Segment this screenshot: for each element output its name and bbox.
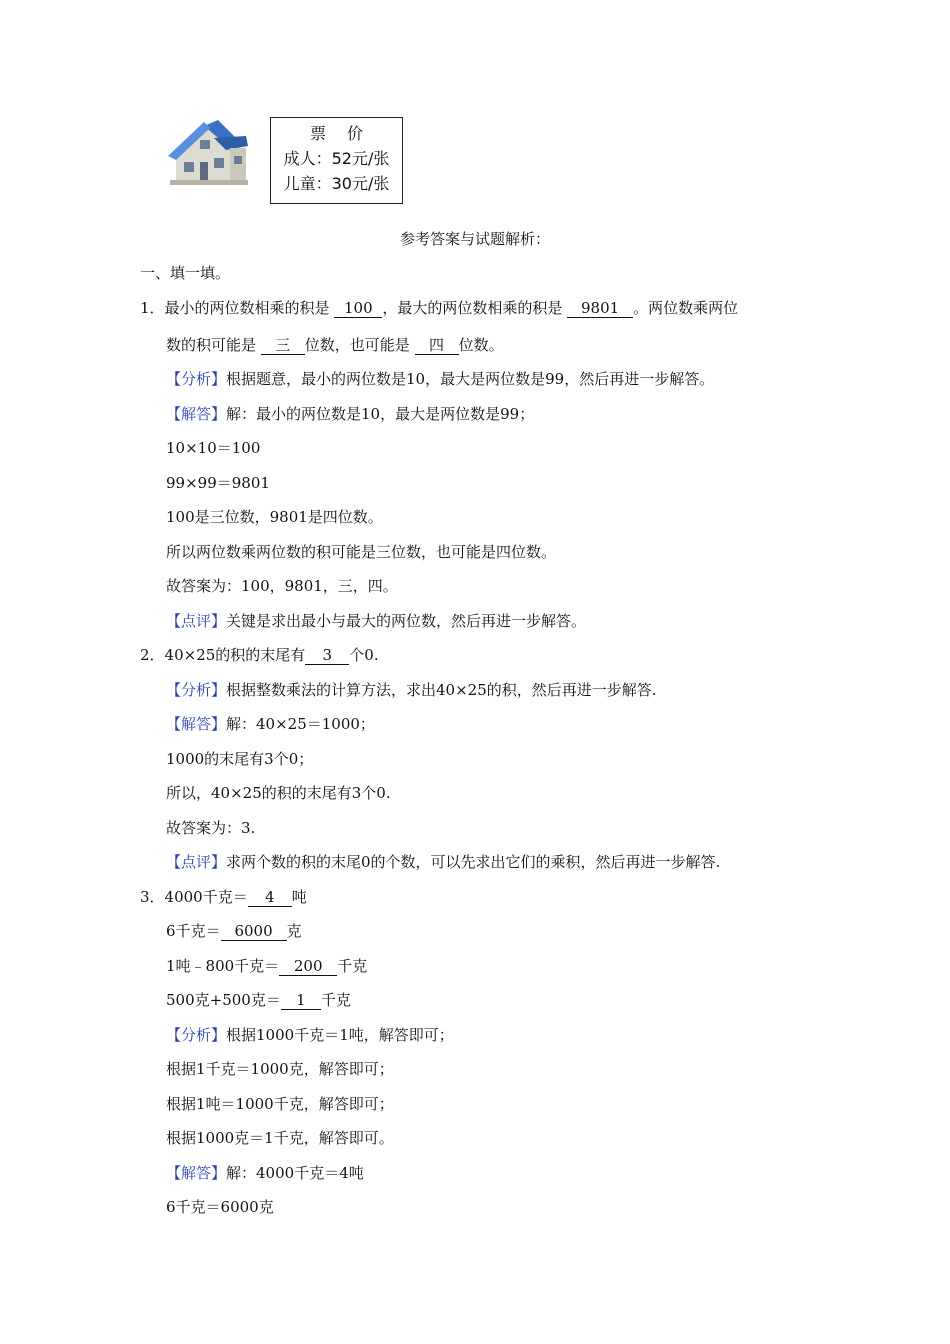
answer-blank: 3 <box>305 647 349 665</box>
question-2: 2．40×25的积的末尾有 3 个0. <box>140 646 379 664</box>
house-illustration <box>164 116 250 188</box>
answer-blank: 200 <box>279 958 337 976</box>
q1-final: 故答案为：100，9801，三，四。 <box>166 577 398 595</box>
q1-analysis: 【分析】根据题意，最小的两位数是10，最大是两位数是99，然后再进一步解答。 <box>166 370 715 388</box>
q3-analysis-step: 根据1千克＝1000克，解答即可； <box>166 1060 394 1078</box>
q1-step: 10×10＝100 <box>166 439 261 457</box>
q2-step: 所以，40×25的积的末尾有3个0. <box>166 784 391 802</box>
q1-comment: 【点评】关键是求出最小与最大的两位数，然后再进一步解答。 <box>166 612 587 630</box>
q3-line-2: 6千克＝ 6000 克 <box>166 922 302 940</box>
ticket-child-price: 儿童：30元/张 <box>283 174 390 193</box>
section-title: 一、填一填。 <box>140 264 231 282</box>
question-1-cont: 数的积可能是 三 位数，也可能是 四 位数。 <box>166 336 504 354</box>
answer-heading: 参考答案与试题解析： <box>399 230 550 248</box>
q2-step: 1000的末尾有3个0； <box>166 750 314 768</box>
q1-step: 99×99＝9801 <box>166 474 270 492</box>
q3-line-4: 500克+500克＝ 1 千克 <box>166 991 351 1009</box>
q3-analysis-step: 根据1吨＝1000千克，解答即可； <box>166 1095 394 1113</box>
answer-blank: 三 <box>261 337 305 355</box>
q2-comment: 【点评】求两个数的积的末尾0的个数，可以先求出它们的乘积，然后再进一步解答. <box>166 853 721 871</box>
answer-blank: 9801 <box>567 300 633 318</box>
answer-blank: 100 <box>334 300 382 318</box>
answer-blank: 1 <box>281 992 321 1010</box>
q1-step: 所以两位数乘两位数的积可能是三位数，也可能是四位数。 <box>166 543 557 561</box>
answer-blank: 6000 <box>221 923 287 941</box>
q3-analysis: 【分析】根据1000千克＝1吨，解答即可； <box>166 1026 454 1044</box>
q2-analysis: 【分析】根据整数乘法的计算方法，求出40×25的积，然后再进一步解答. <box>166 681 657 699</box>
q3-line-3: 1吨﹣800千克＝ 200 千克 <box>166 957 368 975</box>
q1-step: 100是三位数，9801是四位数。 <box>166 508 383 526</box>
q3-analysis-step: 根据1000克＝1千克，解答即可。 <box>166 1129 394 1147</box>
ticket-adult-price: 成人：52元/张 <box>283 149 390 168</box>
question-1: 1．最小的两位数相乘的积是 100 ，最大的两位数相乘的积是 9801 。两位数乘两位 <box>140 299 739 317</box>
q1-answer: 【解答】解：最小的两位数是10，最大是两位数是99； <box>166 405 535 423</box>
q2-final: 故答案为：3. <box>166 819 256 837</box>
question-3: 3．4000千克＝ 4 吨 <box>140 888 307 906</box>
q2-answer: 【解答】解：40×25＝1000； <box>166 715 375 733</box>
answer-blank: 4 <box>248 889 292 907</box>
ticket-title: 票 价 <box>309 124 372 143</box>
q3-step: 6千克＝6000克 <box>166 1198 274 1216</box>
ticket-price-box <box>270 117 403 204</box>
q3-answer: 【解答】解：4000千克＝4吨 <box>166 1164 364 1182</box>
answer-blank: 四 <box>415 337 459 355</box>
